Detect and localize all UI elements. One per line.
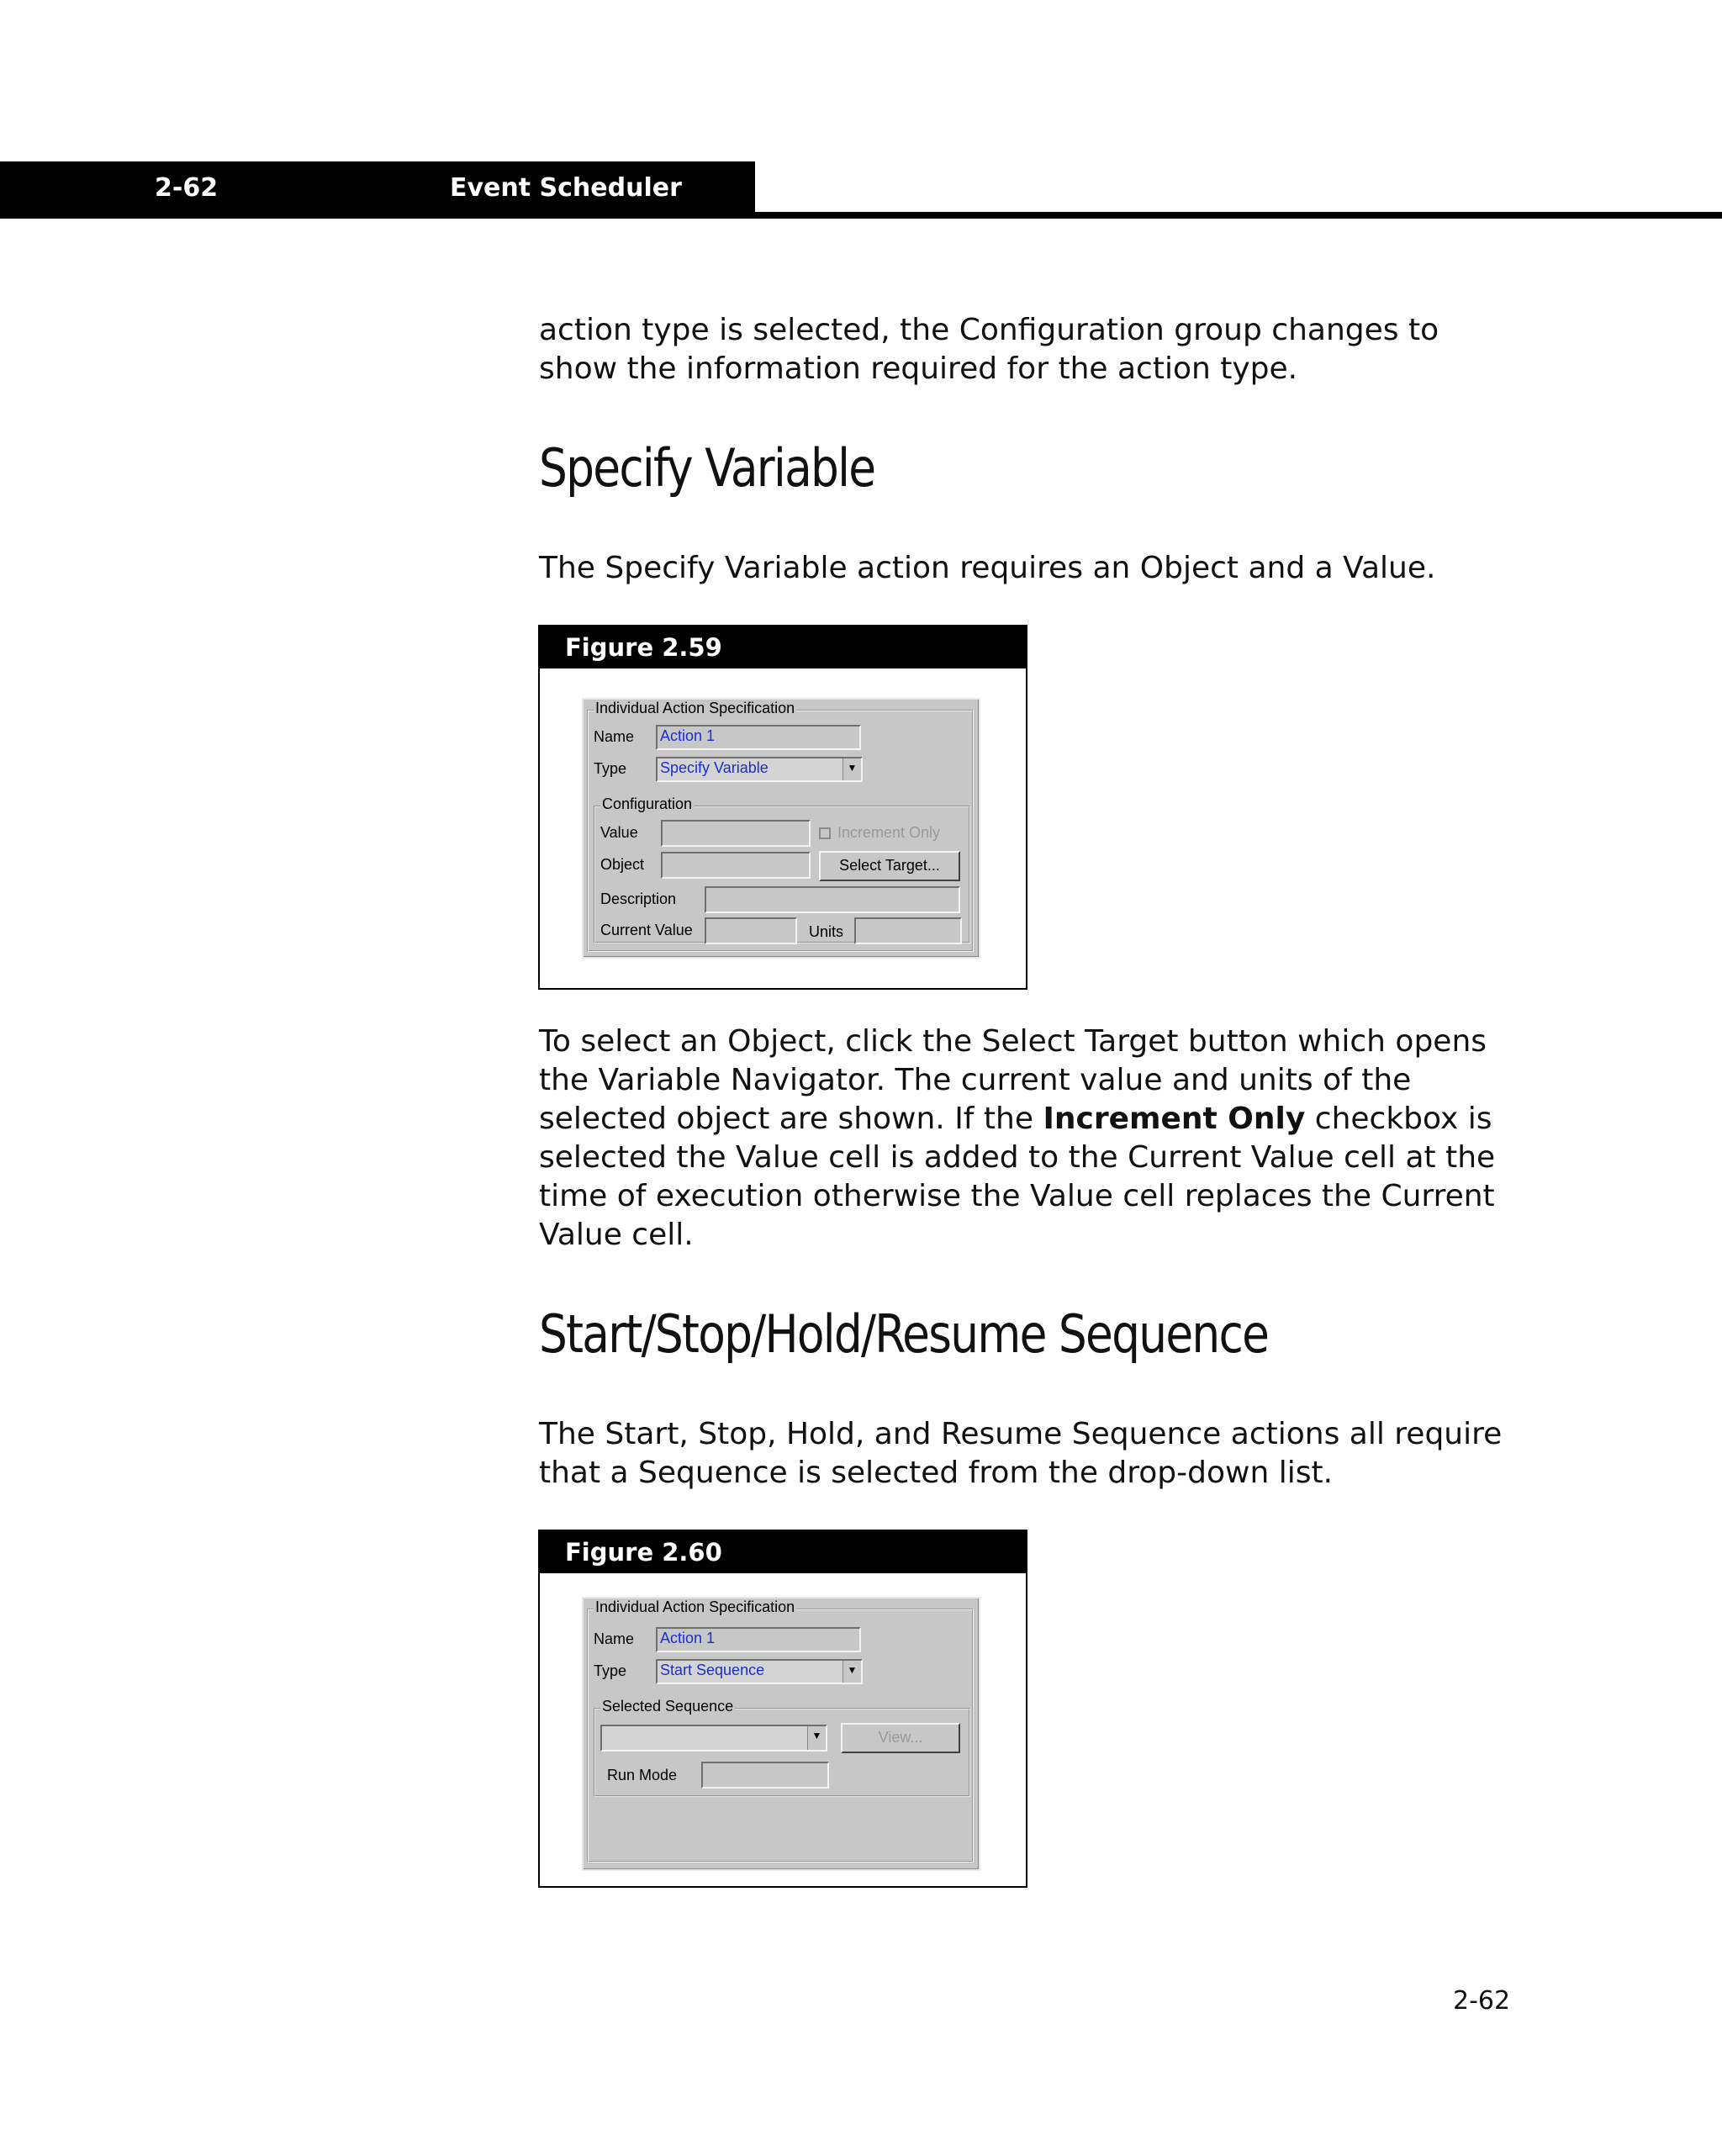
name-label: Name bbox=[594, 1630, 635, 1647]
increment-only-label: Increment Only bbox=[837, 824, 941, 841]
type-dropdown[interactable] bbox=[656, 1659, 863, 1684]
paragraph-text-part2: checkbox is selected the Value cell is added to the Current Value cell at the time of execution otherwise the Value cell replaces the Current Value cell. bbox=[539, 1102, 1496, 1252]
action-spec-panel bbox=[582, 698, 980, 959]
intro-paragraph: action type is selected, the Configuration group changes to show the information required for the action type. bbox=[539, 313, 1439, 386]
chevron-down-icon[interactable]: ▼ bbox=[843, 1661, 861, 1683]
object-label: Object bbox=[600, 856, 645, 873]
description-field[interactable] bbox=[705, 886, 960, 913]
paragraph-text-part1: To select an Object, click the Select Target button which opens the Variable Navigator. The current value and units of the selected object are shown. If the bbox=[539, 1024, 1487, 1136]
name-field[interactable]: Action 1 bbox=[656, 725, 861, 750]
value-field[interactable] bbox=[661, 820, 811, 847]
current-value-label: Current Value bbox=[600, 922, 693, 938]
description-label: Description bbox=[600, 890, 677, 907]
increment-only-checkbox[interactable] bbox=[819, 827, 831, 839]
type-label: Type bbox=[594, 1662, 627, 1679]
chevron-down-icon[interactable]: ▼ bbox=[807, 1726, 826, 1750]
type-dropdown[interactable] bbox=[656, 757, 863, 782]
view-button[interactable]: View... bbox=[841, 1723, 960, 1753]
select-target-button[interactable]: Select Target... bbox=[819, 851, 960, 881]
units-label: Units bbox=[809, 923, 844, 940]
section-heading-start-stop-hold-resume: Start/Stop/Hold/Resume Sequence bbox=[539, 1303, 1269, 1365]
current-value-field bbox=[705, 917, 797, 944]
chevron-down-icon[interactable]: ▼ bbox=[843, 758, 861, 780]
select-object-paragraph bbox=[539, 1023, 1523, 1255]
action-spec-panel bbox=[582, 1597, 980, 1871]
value-label: Value bbox=[600, 824, 638, 841]
group-title: Individual Action Specification bbox=[595, 700, 795, 716]
header-page-number: 2-62 bbox=[155, 173, 219, 203]
figure-caption: Figure 2.60 bbox=[540, 1531, 1026, 1573]
header-rule bbox=[0, 212, 1722, 219]
increment-only-emphasis: Increment Only bbox=[1043, 1102, 1306, 1136]
section-paragraph: The Specify Variable action requires an Object and a Value. bbox=[539, 551, 1436, 585]
name-label: Name bbox=[594, 728, 635, 745]
sequence-dropdown[interactable] bbox=[600, 1725, 827, 1752]
section-paragraph: The Start, Stop, Hold, and Resume Sequence actions all require that a Sequence is selected from the drop-down list. bbox=[539, 1417, 1503, 1490]
object-field[interactable] bbox=[661, 852, 811, 879]
header-chapter-title: Event Scheduler bbox=[450, 173, 682, 203]
type-label: Type bbox=[594, 760, 627, 777]
name-field[interactable]: Action 1 bbox=[656, 1627, 861, 1652]
type-dropdown-value: Start Sequence bbox=[660, 1662, 765, 1678]
run-mode-label: Run Mode bbox=[607, 1767, 678, 1783]
figure-2-60 bbox=[538, 1530, 1027, 1888]
run-mode-field bbox=[701, 1762, 829, 1789]
type-dropdown-value: Specify Variable bbox=[660, 759, 769, 776]
section-heading-specify-variable: Specify Variable bbox=[539, 437, 875, 499]
figure-2-59 bbox=[538, 625, 1027, 990]
footer-page-number: 2-62 bbox=[1453, 1986, 1511, 2016]
group-title: Individual Action Specification bbox=[595, 1599, 795, 1615]
selected-sequence-title: Selected Sequence bbox=[602, 1698, 734, 1715]
units-field bbox=[854, 917, 962, 944]
figure-caption: Figure 2.59 bbox=[540, 626, 1026, 668]
configuration-group-title: Configuration bbox=[602, 795, 693, 812]
